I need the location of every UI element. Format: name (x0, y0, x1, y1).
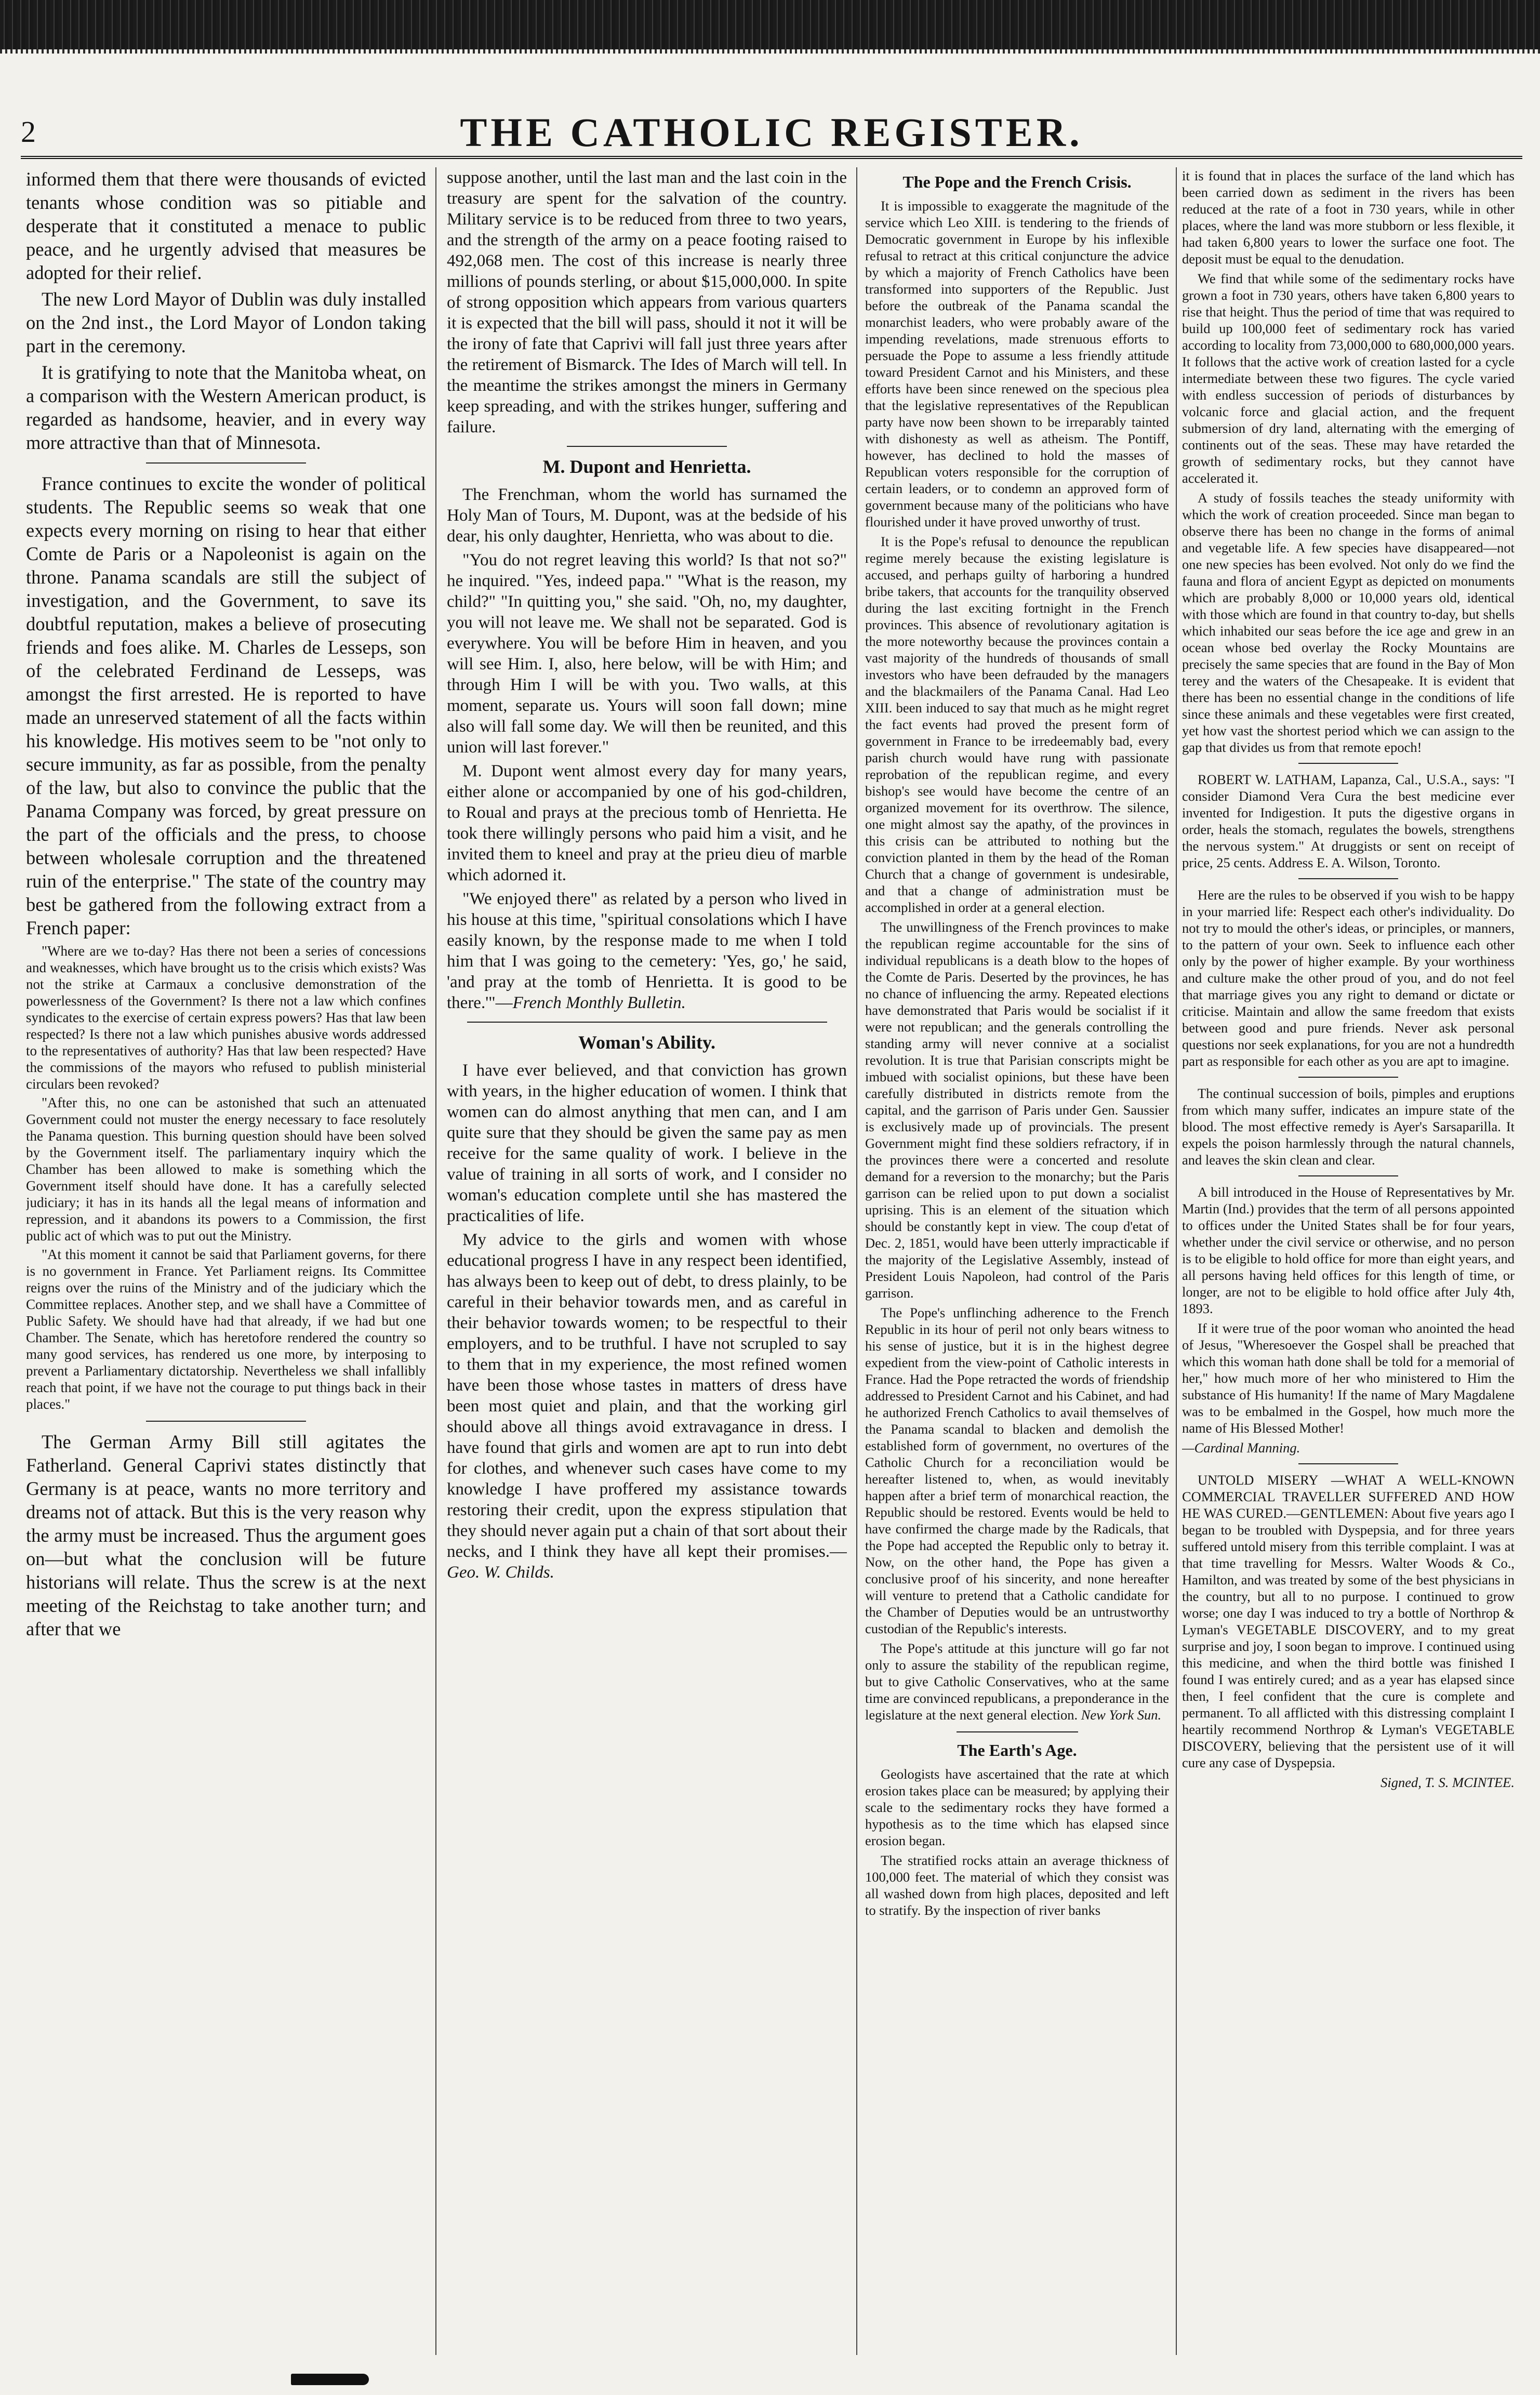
separator-rule (1298, 1463, 1398, 1464)
advertisement: ROBERT W. LATHAM, Lapanza, Cal., U.S.A., says: "I consider Diamond Vera Cura the best medicine ever invented for Indigestion. It puts the digestive organs in order, heals the stomach, regulates the bowels, strengthens the nervous system." At druggists or sent on receipt of price, 25 cents. Address E. A. Wilson, Toronto. (1182, 772, 1515, 870)
paragraph: We find that while some of the sedimentary rocks have grown a foot in 730 years, others have taken 6,800 years to rise that height. Thus the period of time that was required to build up 100,000 feet of sedimentary rock has varied according to locality from 73,000,000 to 680,000,000 years. It follows that the active work of creation lasted for a cycle intermediate between these two figures. The cycle varied with endless succession of periods of disturbances by volcanic force and glacial action, and the frequent submersion of dry land, alternating with the emerging of continents out of the seas. These may have retarded the growth of sedimentary rocks, but they cannot have accelerated it. (1182, 271, 1515, 486)
paragraph (865, 1640, 1169, 1723)
separator-rule (26, 1418, 426, 1425)
page-number: 2 (21, 115, 36, 149)
advertisement: UNTOLD MISERY —WHAT A WELL-KNOWN COMMERCIAL TRAVELLER SUFFERED AND HOW HE WAS CURED.—GENTLEMEN: About five years ago I began to be troubled with Dyspepsia, and for three years suffered untold misery from this terrible complaint. I was at that time travelling for Messrs. Walter Woods & Co., Hamilton, and was treated by some of the best physicians in the country, but all to no purpose. I continued to grow worse; one day I was induced to try a bottle of Northrop & Lyman's VEGETABLE DISCOVERY, and to my great surprise and joy, I soon began to improve. I continued using this medicine, and when the third bottle was finished I found I was entirely cured; and as a year has elapsed since then, I feel confident that the cure is complete and permanent. To all afflicted with this distressing complaint I heartily recommend Northrop & Lyman's VEGETABLE DISCOVERY, believing that the persistent use of it will cure any case of Dyspepsia. (1182, 1472, 1515, 1770)
quoted-extract (26, 943, 426, 1412)
source-credit: French Monthly Bulletin. (512, 994, 686, 1012)
separator-rule (1298, 763, 1398, 764)
article-headline: The Earth's Age. (957, 1741, 1077, 1759)
paragraph (447, 1229, 847, 1583)
paragraph: M. Dupont went almost every day for many years, either alone or accompanied by one of his god-children, to Roual and prays at the precious tomb of Henrietta. He took there willingly persons who paid him a visit, and he invited them to kneel and pray at the prieu dieu of marble which adorned it. (447, 762, 847, 884)
paragraph: I have ever believed, and that conviction has grown with years, in the higher education of women. I think that women can do almost anything that men can, and I am quite sure that they should be given the same pay as men receive for the same quality of work. I believe in the value of training in all sorts of work, and I consider no woman's education complete until she has mastered the practicalities of life. (447, 1061, 847, 1225)
source-credit: New York Sun. (1081, 1707, 1162, 1723)
separator-rule (1298, 1175, 1398, 1176)
paragraph-text: My advice to the girls and women with whose educational progress I have in any respect been identified, has always been to keep out of debt, to dress plainly, to be careful in their behavior towards men, and as careful in their behavior towards women; to be respectful to their employers, and to be truthful. I have not scrupled to say to them that in my experience, the most refined women have been those whose tastes in matters of dress have been most quiet and plain, and that the working girl should above all things avoid extravagance in dress. I have found that girls and women are apt to run into debt for clothes, and whenever such cases have come to my knowledge I have proffered my assistance towards restoring their credit, upon the express stipulation that they should never again put a chain of that sort about their necks, and I think they have all kept their promises.— (447, 1230, 847, 1561)
paragraph (447, 889, 847, 1013)
paragraph: informed them that there were thousands of evicted tenants whose condition was so pitiable and desperate that it constituted a menace to public peace, and he urgently advised that measures be adopted for their relief. (26, 168, 426, 283)
paragraph: suppose another, until the last man and the last coin in the treasury are spent for the salvation of the country. Military service is to be reduced from three to two years, and the strength of the army on a peace footing raised to 492,068 men. The cost of this increase is nearly three millions of pounds sterling, or about $15,000,000. In spite of strong opposition which appears from various quarters it is expected that the bill will pass, should it not it will be the irony of fate that Caprivi will fall just three years after the retirement of Bismarck. The Ides of March will tell. In the meantime the strikes amongst the miners in Germany keep spreading, and with the strikes hunger, suffering and failure. (447, 168, 847, 436)
newspaper-title: THE CATHOLIC REGISTER. (460, 110, 1083, 155)
source-credit-text: —Cardinal Manning. (1182, 1440, 1300, 1455)
article-headline: Woman's Ability. (578, 1032, 716, 1053)
paragraph: It is gratifying to note that the Manitoba wheat, on a comparison with the Western American product, is regarded as handsome, heavier, and in every way more attractive than that of Minnesota. (26, 362, 426, 453)
separator-rule (1298, 1077, 1398, 1078)
separator-rule (26, 459, 426, 467)
paragraph-text: The Pope's attitude at this juncture will go far not only to assure the stability of the republican regime, but to give Catholic Conservatives, who at the same time are convinced republicans, a preponderance in the legislature at the next general election. (865, 1640, 1169, 1723)
source-credit (1182, 1439, 1515, 1456)
quote-paragraph: "After this, no one can be astonished that such an attenuated Government could not muster the energy necessary to face resolutely the Panama question. This burning question should have been solved by the Government itself. The parliamentary inquiry which the Chamber has been allowed to make is something which the Government itself should have done. It has a carefully selected judiciary; it has in its hands all the legal means of information and repression, and it abandons its powers to a Commission, the first public act of which was to put out the Ministry. (26, 1095, 426, 1243)
separator-rule (447, 443, 847, 450)
quote-paragraph: "Where are we to-day? Has there not been a series of concessions and weaknesses, which have brought us to the crisis which exists? Was not the strike at Carmaux a conclusive demonstration of the powerlessness of the Government? Is there not a law which confines syndicates to the exercise of certain express powers? Has that law been respected? Is there not a law which punishes abusive words addressed to the representatives of authority? Has that law been respected? Have the commissions of the mayors who refused to publish ministerial circulars been revoked? (26, 943, 426, 1092)
paragraph: The new Lord Mayor of Dublin was duly installed on the 2nd inst., the Lord Mayor of London taking part in the ceremony. (26, 288, 426, 356)
article-headline: The Pope and the French Crisis. (902, 173, 1132, 191)
paragraph: The stratified rocks attain an average thickness of 100,000 feet. The material of which they consist was all washed down from high places, deposited and left to stratify. By the inspection of river banks (865, 1853, 1169, 1918)
paragraph: it is found that in places the surface of the land which has been carried down as sediment in the rivers has been reduced at the rate of a foot in 730 years, while in other places, where the land was more stubborn or less flexible, it had taken 6,800 years to lower the surface one foot. The deposit must be equal to the denudation. (1182, 168, 1515, 267)
scan-ink-mark (291, 2374, 369, 2385)
paragraph: A study of fossils teaches the steady uniformity with which the work of creation proceeded. Since man began to observe there has been no change in the forms of animal and vegetable life. A few species have disappeared—not one new species has been evolved. Not only do we find the fauna and flora of ancient Egypt as depicted on monuments which are probably 8,000 or 10,000 years old, identical with those which are found in that country to-day, but shells which inhabited our seas before the ice age and grew in an ocean whose bed overlay the Rocky Mountains are precisely the same species that are found in the Bay of Mon terey and the waters of the Chesapeake. It is evident that there has been no essential change in the conditions of life since these animals and these vegetables were first created, yet how vast the shortest period which we can assign to the gap that divides us from that remote epoch! (1182, 490, 1515, 755)
quote-paragraph: "At this moment it cannot be said that Parliament governs, for there is no government in France. Yet Parliament reigns. Its Committee reigns over the ruins of the Ministry and of the judiciary which the Committee replaces. Another step, and we shall have a Committee of Public Safety. We should have had that already, if we had but one Chamber. The Senate, which has heretofore rendered the country so many good services, has rendered us one more, by interposing to prevent a Parliamentary dictatorship. Nevertheless we shall infallibly reach that point, if we have not the courage to put things back in their places." (26, 1247, 426, 1412)
column-3 (865, 167, 1169, 2355)
masthead-rule (21, 156, 1522, 159)
paragraph: The Frenchman, whom the world has surnamed the Holy Man of Tours, M. Dupont, was at the bedside of his dear, his only daughter, Henrietta, who was about to die. (447, 485, 847, 546)
scan-top-band (0, 0, 1540, 49)
article-headline: M. Dupont and Henrietta. (542, 456, 751, 477)
paragraph: Geologists have ascertained that the rate at which erosion takes place can be measured; by applying their scale to the sedimentary rocks they have formed a hypothesis as to the time which has elapsed since erosion began. (865, 1766, 1169, 1848)
paragraph: The German Army Bill still agitates the Fatherland. General Caprivi states distinctly that Germany is at peace, wants no more territory and dreams not of attack. But this is the very reason why the army must be increased. Thus the argument goes on—but what the conclusion will be future historians will relate. Thus the screw is at the next meeting of the Reichstag to take another turn; and after that we (26, 1431, 426, 1639)
paragraph: Here are the rules to be observed if you wish to be happy in your married life: Respect each other's individuality. Do not try to mould the other's ideas, or principles, or manners, to the pattern of your own. Seek to influence each other only by the power of higher example. By your worthiness and culture make the other proud of you, and do not feel that marriage gives you any right to demand or dictate or criticise. Maintain and allow the same freedom that exists between good and pure friends. Never ask personal questions nor seek explanations, for you are not a hundredth part as responsible for each other as you are apt to imagine. (1182, 887, 1515, 1069)
masthead (21, 99, 1522, 155)
separator-rule (447, 1018, 847, 1026)
column-rule (435, 167, 436, 2355)
paragraph-text: "We enjoyed there" as related by a person who lived in his house at this time, "spiritual consolations which I have easily known, by the response made to me when I told him that I was going to the cemetery: 'Yes, go,' he said, 'and pray at the tomb of Henrietta. It is good to be there.'"— (447, 890, 847, 1012)
signature: Signed, T. S. MCINTEE. (1380, 1775, 1515, 1790)
column-4 (1182, 167, 1515, 2355)
column-rule (1176, 167, 1177, 2355)
separator-rule (865, 1728, 1169, 1736)
paragraph: If it were true of the poor woman who anointed the head of Jesus, "Wheresoever the Gospel shall be preached that which this woman hath done shall be told for a memorial of her," how much more of her who ministered to Him the substance of His humanity! If the name of Mary Magdalene was to be embalmed in the Gospel, how much more the name of His Blessed Mother! (1182, 1320, 1515, 1436)
column-2 (447, 167, 847, 2355)
paragraph: The unwillingness of the French provinces to make the republican regime accountable for the sins of individual republicans is a death blow to the hopes of the Comte de Paris. Deserted by the provinces, he has no chance of influencing the army. Repeated elections have demonstrated that Paris would be socialist if it were not republican; and the generals controlling the standing army will never connive at a socialist revolution. It is true that Parisian conscripts might be imbued with socialist opinions, but these have been carefully distributed in districts remote from the capital, and the garrison of Paris under Gen. Saussier is exclusively made up of provincials. The present Government might find these soldiers refractory, if in the provinces there were a concerted and resolute demand for a reversion to the monarchy; but the Paris garrison can be relied upon to put down a socialist uprising. This is an element of the situation which should be constantly kept in view. The coup d'etat of Dec. 2, 1851, would have been utterly impracticable if the majority of the Legislative Assembly, instead of President Louis Napoleon, had control of the Paris garrison. (865, 919, 1169, 1301)
scan-top-edge (0, 49, 1540, 54)
paragraph: A bill introduced in the House of Representatives by Mr. Martin (Ind.) provides that the term of all persons appointed to offices under the United States shall be for four years, whether under the civil service or otherwise, and no person is to be eligible to hold office for more than eight years, and all persons having held offices for this length of time, or longer, are not to be eligible to hold office after July 4th, 1893. (1182, 1184, 1515, 1316)
separator-rule (1298, 878, 1398, 879)
advertisement: The continual succession of boils, pimples and eruptions from which many suffer, indicates an impure state of the blood. The most effective remedy is Ayer's Sarsaparilla. It expels the poison harmlessly through the natural channels, and leaves the skin clean and clear. (1182, 1086, 1515, 1168)
paragraph: "You do not regret leaving this world? Is that not so?" he inquired. "Yes, indeed papa." "What is the reason, my child?" "In quitting you," she said. "Oh, no, my daughter, you will not leave me. We shall not be separated. God is everywhere. You will be before Him in heaven, and you will see Him. I, also, here below, will be with Him; and through Him I will be with you. Two walls, at this moment, separate us. Yours will soon fall down; mine also will fall some day. We will then be reunited, and this union will last forever." (447, 551, 847, 757)
paragraph: The Pope's unflinching adherence to the French Republic in its hour of peril not only bears witness to his sense of justice, but it is in the highest degree expedient from the view-point of Catholic interests in France. Had the Pope retracted the words of friendship addressed to President Carnot and his Cabinet, and had he authorized French Catholics to avail themselves of the Panama scandal to blacken and demolish the established form of government, no overtures of the Catholic Church for a reconciliation would be hereafter listened to, when, as would inevitably happen after a brief term of monarchical reaction, the Republic should be restored. Events would be held to have confirmed the charge made by the Radicals, that the Pope had accepted the Republic only to betray it. Now, on the other hand, the Pope has given a conclusive proof of his sincerity, and none hereafter will venture to pretend that a Catholic candidate for the Chamber of Deputies would be an untrustworthy custodian of the Republic's interests. (865, 1305, 1169, 1636)
paragraph: France continues to excite the wonder of political students. The Republic seems so weak that one expects every morning on rising to hear that either Comte de Paris or a Napoleonist is again on the throne. Panama scandals are still the subject of investigation, and the Government, to save its doubtful reputation, makes a believe of prosecuting friends and foes alike. M. Charles de Lesseps, son of the celebrated Ferdinand de Lesseps, was amongst the first arrested. He is reported to have made an unreserved statement of all the facts within his knowledge. His motives seem to be "not only to secure immunity, as far as possible, from the penalty of the law, but also to convince the public that the Panama Company was forced, by great pressure on the part of the officials and the press, to choose between wholesale corruption and the threatened ruin of the enterprise." The state of the country may best be gathered from the following extract from a French paper: (26, 473, 426, 938)
paragraph: It is the Pope's refusal to denounce the republican regime merely because the existing legislature is accused, and perhaps guilty of harboring a hundred bribe takers, that accounts for the tranquility observed during the last exciting fortnight in the French provinces. This absence of revolutionary agitation is the more noteworthy because the provinces contain a vast majority of the hundreds of thousands of small investors who have been defrauded by the managers and the blackmailers of the Panama Canal. Had Leo XIII. been induced to say that much as he might regret the fact events had proved the present form of government in France to be irredeemably bad, every parish church would have rung with passionate reprobation of the republican regime, and every bishop's see would have become the centre of an organized movement for its overthrow. The silence, one might almost say the apathy, of the provinces in this crisis can be attributed to nothing but the conviction planted in them by the head of the Roman Church that a change of government is undesirable, and that a change of administration must be accomplished in order at a general election. (865, 534, 1169, 915)
column-1 (26, 167, 426, 2355)
paragraph: It is impossible to exaggerate the magnitude of the service which Leo XIII. is tendering to the friends of Democratic government in Europe by his inflexible refusal to retract at this critical conjuncture the advice by which a majority of French Catholics have been transformed into supporters of the Republic. Just before the outbreak of the Panama scandal the monarchist leaders, who were probably aware of the impending revelations, made strenuous efforts to persuade the Pope to assume a less friendly attitude toward President Carnot and his Ministers, and these efforts have been since renewed on the specious plea that the legislative representatives of the Republican party have now been shown to be irreparably tainted with dishonesty as well as atheism. The Pontiff, however, has declined to hold the masses of Republican voters responsible for the corruption of certain leaders, or to condemn an approved form of government because many of the politicians who have flourished under it have proved unworthy of trust. (865, 198, 1169, 530)
source-credit: Geo. W. Childs. (447, 1563, 554, 1582)
column-rule (856, 167, 857, 2355)
